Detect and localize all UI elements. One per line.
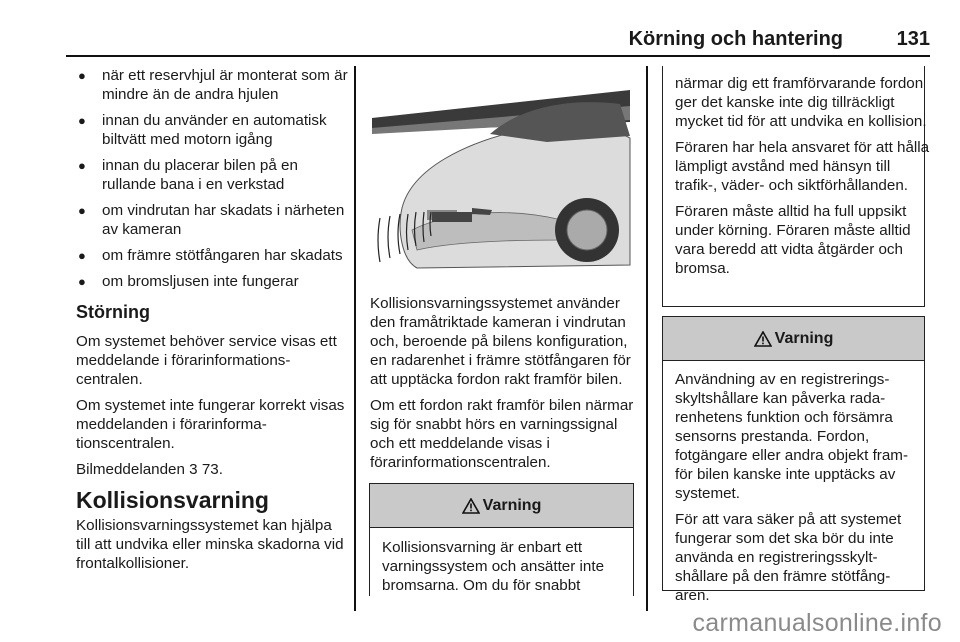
header-rule bbox=[66, 55, 930, 57]
page-header-title: Körning och hantering bbox=[628, 28, 843, 50]
continuation-paragraph-1: närmar dig ett framförvarande fordon ger det kanske inte dig tillräckligt mycket tid för att undvika en kollision. bbox=[675, 75, 927, 130]
column-divider-left bbox=[354, 66, 356, 611]
warning-title: Varning bbox=[774, 329, 834, 347]
list-item: ● om bromsljusen inte fungerar bbox=[76, 272, 348, 291]
list-item: ● innan du placerar bilen på en rullande bana i en verkstad bbox=[76, 156, 348, 194]
warning-paragraph-1: Användning av en registreringsskyltshållare kan påverka radarenhetens funktion och försämra sensorns prestanda. Fordon, fotgängare eller andra objekt framför bilen kanske inte upptäcks av systemet. bbox=[675, 371, 909, 502]
column-2-paragraph-1: Kollisionsvarningssystemet använder den framåtriktade kameran i vindrutan och, beroende på bilens konfiguration, en radarenhet i främre stötfångaren för att upptäcka fordon rakt framför bilen. bbox=[370, 295, 631, 388]
warning-body bbox=[663, 361, 924, 605]
warning-triangle-icon bbox=[754, 331, 772, 347]
column-1 bbox=[76, 66, 348, 580]
page-ref-icon: 3 bbox=[189, 461, 198, 478]
list-item: ● innan du använder en automatisk biltvätt med motorn igång bbox=[76, 111, 348, 149]
fault-paragraph-1: Om systemet behöver service visas ett meddelande i förarinformationscentralen. bbox=[76, 333, 337, 388]
section-paragraph-1: Kollisionsvarningssystemet kan hjälpa till att undvika eller minska skadorna vid frontalkollisioner. bbox=[76, 517, 344, 572]
warning-body bbox=[370, 528, 633, 595]
fault-paragraph-2: Om systemet inte fungerar korrekt visas meddelanden i förarinformationscentralen. bbox=[76, 397, 345, 452]
continuation-paragraph-3: Föraren måste alltid ha full uppsikt under körning. Föraren måste alltid vara beredd att vidta åtgärder och bromsa. bbox=[675, 203, 911, 277]
warning-header bbox=[663, 317, 924, 361]
continuation-paragraph-2: Föraren har hela ansvaret för att hålla lämpligt avstånd med hänsyn till trafik-, väder- och siktförhållanden. bbox=[675, 139, 930, 194]
fault-heading: Störning bbox=[76, 302, 150, 322]
warning-box-1 bbox=[369, 483, 634, 596]
list-item: ● om vindrutan har skadats i närheten av kameran bbox=[76, 201, 348, 239]
warning-triangle-icon bbox=[462, 498, 480, 514]
condition-list bbox=[76, 66, 348, 291]
car-radar-illustration bbox=[372, 90, 632, 290]
column-2 bbox=[370, 294, 636, 479]
fault-paragraph-3 bbox=[76, 460, 348, 479]
warning-text: Kollisionsvarning är enbart ett varningssystem och ansätter inte bromsarna. Om du för snabbt bbox=[382, 539, 605, 594]
list-item: ● om främre stötfångaren har skadats bbox=[76, 246, 348, 265]
column-divider-right bbox=[646, 66, 648, 611]
warning-title: Varning bbox=[482, 496, 542, 514]
list-item: ● när ett reservhjul är monterat som är mindre än de andra hjulen bbox=[76, 66, 348, 104]
column-2-paragraph-2: Om ett fordon rakt framför bilen närmar sig för snabbt hörs en varningssignal och ett meddelande visas i förarinformationscentralen. bbox=[370, 397, 634, 471]
warning-header bbox=[370, 484, 633, 528]
warning-paragraph-2: För att vara säker på att systemet fungerar som det ska bör du inte använda en registreringsskyltshållare på den främre stötfångaren. bbox=[675, 511, 902, 604]
section-heading: Kollisionsvarning bbox=[76, 487, 269, 513]
fault-ref-text: Bilmeddelanden bbox=[76, 461, 190, 478]
fault-ref-page: 73. bbox=[197, 461, 223, 478]
watermark: carmanualsonline.info bbox=[692, 609, 942, 637]
warning-box-2 bbox=[662, 316, 925, 604]
page-number: 131 bbox=[896, 28, 930, 50]
warning-continuation-box bbox=[662, 66, 930, 307]
